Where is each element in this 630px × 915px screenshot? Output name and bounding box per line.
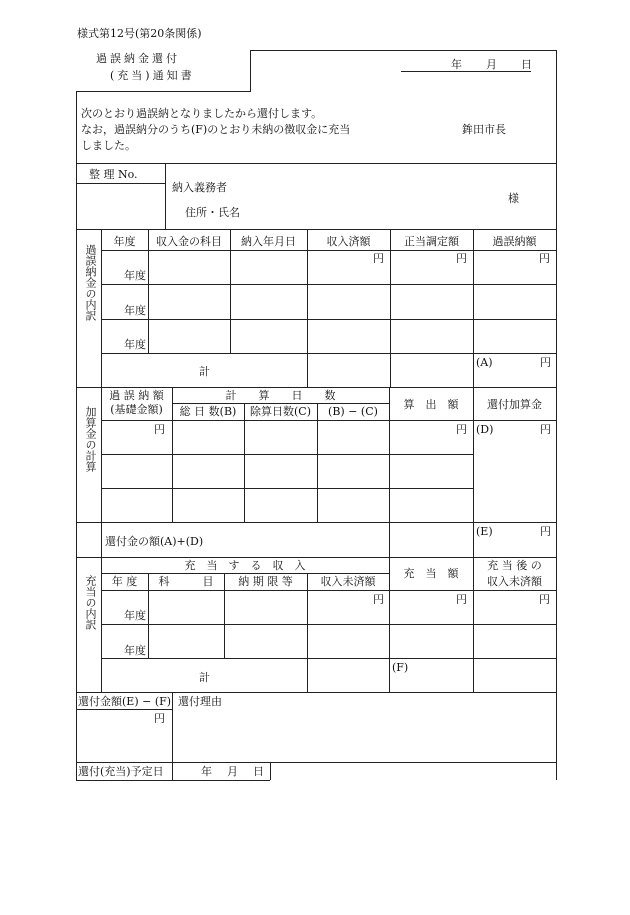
sec1-header-year: 年度 [113, 235, 136, 248]
rule [101, 488, 473, 489]
form-number: 様式第12号(第20条関係) [77, 27, 202, 40]
date-month: 月 [486, 58, 497, 71]
rule [101, 319, 556, 320]
rule [224, 573, 225, 658]
rule [76, 709, 172, 710]
rule [76, 91, 77, 781]
sec3-F-label: (F) [392, 661, 409, 674]
scheduled-date-label: 還付(充当)予定日 [78, 765, 164, 778]
rule [307, 229, 308, 387]
sec1-total: 計 [199, 365, 210, 378]
rule [101, 624, 556, 625]
sec1-row1-year: 年度 [124, 269, 146, 282]
rule [250, 50, 556, 51]
sec2-D-label: (D) [476, 423, 494, 436]
sec3-header-due: 納 期 限 等 [238, 575, 293, 588]
notice-line2: なお，過誤納分のうち(F)のとおり未納の徴収金に充当 [81, 123, 351, 136]
sec1-overpaid-yen: 円 [539, 252, 550, 265]
sec1-row2-year: 年度 [124, 304, 146, 317]
sec2-header-diff: (B) − (C) [328, 405, 378, 418]
rule [307, 573, 308, 692]
rule [101, 590, 556, 591]
date-day: 日 [521, 58, 532, 71]
sec2-header-addition: 還付加算金 [487, 398, 542, 411]
sec1-header-received: 収入済額 [326, 235, 371, 248]
rule [76, 762, 556, 763]
sec1-header-overpaid: 過誤納額 [492, 235, 537, 248]
sec2-title: 加算金の計算 [84, 406, 97, 472]
rule [76, 557, 556, 558]
sec2-header-calc-amount: 算 出 額 [403, 398, 459, 411]
date-underline [401, 71, 531, 72]
sec3-after-yen: 円 [539, 593, 550, 606]
sec3-row1-year: 年度 [124, 609, 146, 622]
sec3-row2-year: 年度 [124, 644, 146, 657]
notice-line3: しました。 [81, 139, 136, 152]
sec3-unpaid-yen: 円 [373, 593, 384, 606]
sec1-correct-yen: 円 [456, 252, 467, 265]
rule [390, 229, 391, 387]
sec3-header-after2: 収入未済額 [487, 575, 542, 588]
rule [76, 387, 556, 388]
refund-total-label: 還付金の額(A)+(D) [105, 535, 204, 548]
sama-label: 様 [508, 192, 519, 205]
rule [172, 692, 173, 780]
sec3-header-income: 充 当 す る 収 入 [184, 559, 306, 572]
payer-label: 納入義務者 [172, 181, 227, 194]
form-title-line2: (充当)通知書 [110, 69, 195, 82]
sec3-amount-yen: 円 [456, 593, 467, 606]
refund-reason-label: 還付理由 [178, 695, 222, 708]
sec2-calc-yen: 円 [456, 423, 467, 436]
sec3-header-amount: 充 当 額 [403, 567, 459, 580]
E-label: (E) [476, 525, 493, 538]
seiri-no-label: 整 理 No. [89, 168, 138, 181]
sec3-total: 計 [199, 671, 210, 684]
sec2-vertical-title [81, 406, 95, 478]
rule [101, 420, 556, 421]
sec3-vertical-title [81, 575, 95, 636]
sec1-vertical-title [81, 244, 95, 327]
rule [76, 183, 165, 184]
sec1-title: 過誤納金の内訳 [84, 244, 97, 321]
notice-line1: 次のとおり過誤納となりましたから還付します。 [81, 107, 323, 120]
rule [556, 50, 557, 780]
rule [317, 403, 318, 522]
rule [101, 454, 473, 455]
sec3-header-item: 科 目 [158, 575, 214, 588]
sec2-header-excluded-days: 除算日数(C) [250, 405, 311, 418]
rule [101, 229, 102, 692]
scheduled-date-value: 年 月 日 [201, 765, 266, 778]
rule [101, 573, 389, 574]
rule [76, 91, 251, 92]
rule [172, 403, 389, 404]
sec1-A-label: (A) [476, 356, 493, 369]
rule [101, 284, 556, 285]
refund-amount-label: 還付金額(E) − (F) [78, 695, 172, 708]
sec2-header-base2: (基礎金額) [110, 403, 163, 416]
rule [473, 387, 474, 557]
rule [165, 163, 166, 229]
sec2-D-yen: 円 [540, 423, 551, 436]
rule [101, 250, 556, 251]
rule [230, 229, 231, 353]
rule [101, 658, 556, 659]
sec3-title: 充当の内訳 [84, 575, 97, 630]
rule [389, 557, 390, 692]
sec2-base-yen: 円 [154, 423, 165, 436]
E-yen: 円 [540, 525, 551, 538]
rule [250, 50, 251, 91]
sec1-row3-year: 年度 [124, 338, 146, 351]
sec1-header-item: 収入金の科目 [156, 235, 222, 248]
rule [148, 229, 149, 353]
rule [76, 522, 556, 523]
date-year: 年 [451, 58, 462, 71]
sec2-header-total-days: 総 日 数(B) [179, 405, 237, 418]
rule [101, 353, 556, 354]
rule [172, 387, 173, 522]
rule [389, 387, 390, 557]
refund-amount-yen: 円 [154, 712, 165, 725]
rule [76, 692, 556, 693]
sec3-header-year: 年 度 [111, 575, 138, 588]
sec1-A-yen: 円 [540, 356, 551, 369]
rule [270, 762, 271, 780]
sec1-header-paydate: 納入年月日 [241, 235, 296, 248]
rule [76, 780, 270, 781]
rule [473, 557, 474, 692]
address-name-label: 住所・氏名 [185, 206, 240, 219]
sec1-received-yen: 円 [373, 252, 384, 265]
sec2-header-calc-days: 計 算 日 数 [225, 389, 336, 402]
sec3-header-unpaid: 収入未済額 [320, 575, 376, 588]
rule [148, 573, 149, 658]
rule [473, 229, 474, 387]
issuer: 鉾田市長 [462, 123, 506, 136]
rule [244, 403, 245, 522]
rule [76, 163, 556, 164]
sec1-header-correct: 正当調定額 [404, 235, 459, 248]
sec3-header-after1: 充 当 後 の [487, 559, 542, 572]
form-title-line1: 過誤納金還付 [96, 52, 180, 65]
sec2-header-base1: 過 誤 納 額 [109, 389, 164, 402]
